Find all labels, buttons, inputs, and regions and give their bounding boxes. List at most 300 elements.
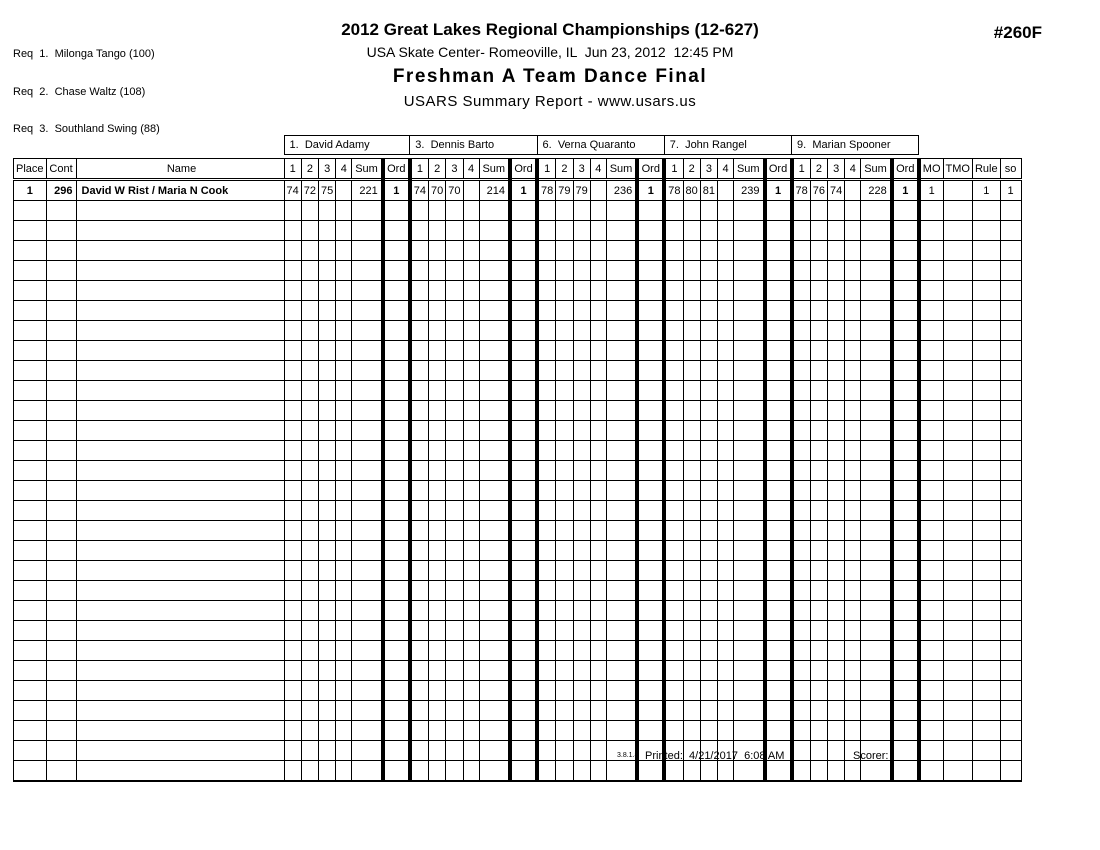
name-cell [76, 601, 284, 621]
mo-cell [919, 601, 943, 621]
ord-cell [892, 601, 919, 621]
score-cell [792, 421, 811, 441]
place-cell [14, 601, 47, 621]
championship-title: 2012 Great Lakes Regional Championships (12-627) [341, 20, 759, 39]
ord-cell [637, 321, 664, 341]
empty-row [14, 521, 1022, 541]
score-cell [845, 381, 861, 401]
col-header-tmo: TMO [943, 159, 972, 180]
score-cell [792, 441, 811, 461]
ord-cell [510, 741, 537, 761]
score-cell [319, 461, 336, 481]
score-cell [683, 261, 700, 281]
cont-cell [46, 201, 76, 221]
score-cell [828, 461, 845, 481]
score-cell [463, 681, 479, 701]
name-cell [76, 281, 284, 301]
score-cell [301, 501, 318, 521]
column-header-row [14, 159, 1022, 180]
score-cell [556, 701, 573, 721]
col-header-1: 1 [792, 159, 811, 180]
score-cell [556, 341, 573, 361]
cont-cell [46, 761, 76, 782]
score-cell [319, 381, 336, 401]
rule-cell [972, 741, 1000, 761]
empty-row [14, 481, 1022, 501]
sum-cell [352, 301, 383, 321]
score-cell [410, 641, 429, 661]
empty-row [14, 661, 1022, 681]
name-cell [76, 221, 284, 241]
ord-cell [765, 681, 792, 701]
score-cell [301, 421, 318, 441]
score-cell [556, 501, 573, 521]
score-cell [336, 241, 352, 261]
score-cell [301, 681, 318, 701]
ord-cell [765, 401, 792, 421]
ord-cell [765, 581, 792, 601]
score-cell [429, 721, 446, 741]
score-cell [683, 521, 700, 541]
sum-cell [734, 581, 765, 601]
score-cell [718, 281, 734, 301]
score-cell [284, 661, 301, 681]
score-cell [336, 661, 352, 681]
score-cell [284, 301, 301, 321]
ord-cell [510, 281, 537, 301]
score-cell [664, 681, 683, 701]
score-cell: 79 [573, 180, 590, 201]
score-cell [410, 581, 429, 601]
mo-cell [919, 341, 943, 361]
sum-cell [352, 681, 383, 701]
ord-cell [510, 501, 537, 521]
score-cell [573, 621, 590, 641]
ord-cell [637, 401, 664, 421]
place-cell [14, 481, 47, 501]
sum-cell [861, 281, 892, 301]
score-cell [319, 701, 336, 721]
ord-cell [765, 461, 792, 481]
score-cell [537, 661, 556, 681]
score-cell [664, 721, 683, 741]
so-cell [1000, 721, 1021, 741]
score-cell [556, 401, 573, 421]
col-header-2: 2 [556, 159, 573, 180]
score-cell [463, 341, 479, 361]
ord-cell [892, 581, 919, 601]
score-cell [537, 381, 556, 401]
sum-cell [606, 621, 637, 641]
score-cell [446, 601, 463, 621]
score-cell [410, 661, 429, 681]
score-cell [537, 541, 556, 561]
score-cell [573, 241, 590, 261]
ord-cell [383, 381, 410, 401]
score-cell [664, 441, 683, 461]
tmo-cell [943, 661, 972, 681]
score-cell [845, 541, 861, 561]
col-header-2: 2 [810, 159, 827, 180]
score-cell [700, 601, 717, 621]
ord-cell [637, 301, 664, 321]
ord-cell [383, 621, 410, 641]
score-cell [683, 581, 700, 601]
score-cell [429, 241, 446, 261]
col-header-2: 2 [429, 159, 446, 180]
ord-cell [765, 381, 792, 401]
tmo-cell [943, 741, 972, 761]
so-cell [1000, 621, 1021, 641]
ord-cell [510, 381, 537, 401]
cont-cell [46, 581, 76, 601]
score-cell: 78 [537, 180, 556, 201]
score-cell [446, 581, 463, 601]
score-cell [828, 601, 845, 621]
judge-name-header: 9. Marian Spooner [792, 136, 919, 155]
score-cell [700, 201, 717, 221]
sum-cell [606, 381, 637, 401]
ord-cell [383, 521, 410, 541]
so-cell [1000, 761, 1021, 782]
ord-cell [892, 281, 919, 301]
score-cell [590, 321, 606, 341]
score-cell [664, 241, 683, 261]
sum-cell [479, 681, 510, 701]
score-cell [446, 521, 463, 541]
score-cell [301, 641, 318, 661]
name-cell [76, 761, 284, 782]
sum-cell [734, 221, 765, 241]
score-cell [301, 221, 318, 241]
ord-cell [765, 621, 792, 641]
score-cell [792, 541, 811, 561]
score-cell [828, 521, 845, 541]
score-cell [446, 221, 463, 241]
score-cell [845, 321, 861, 341]
score-cell [463, 301, 479, 321]
score-cell [700, 501, 717, 521]
name-cell [76, 481, 284, 501]
rule-cell [972, 361, 1000, 381]
report-type-line: USARS Summary Report - www.usars.us [403, 93, 697, 110]
score-cell [319, 621, 336, 641]
name-cell [76, 641, 284, 661]
score-cell [590, 661, 606, 681]
score-cell [718, 201, 734, 221]
sum-cell [352, 441, 383, 461]
score-cell [429, 761, 446, 782]
score-cell [319, 561, 336, 581]
score-cell [683, 621, 700, 641]
score-cell [284, 501, 301, 521]
ord-cell [510, 301, 537, 321]
score-cell [664, 641, 683, 661]
ord-cell [637, 521, 664, 541]
score-cell [463, 541, 479, 561]
ord-cell [383, 201, 410, 221]
score-cell [573, 541, 590, 561]
score-cell [301, 541, 318, 561]
ord-cell [892, 561, 919, 581]
score-cell [828, 741, 845, 761]
sum-cell [479, 241, 510, 261]
place-cell [14, 381, 47, 401]
score-cell [301, 361, 318, 381]
sum-cell [479, 621, 510, 641]
score-cell [336, 701, 352, 721]
ord-cell [383, 301, 410, 321]
score-cell [664, 401, 683, 421]
mo-cell [919, 581, 943, 601]
score-cell [590, 241, 606, 261]
score-cell [792, 581, 811, 601]
score-cell [828, 701, 845, 721]
score-cell [700, 241, 717, 261]
empty-row [14, 561, 1022, 581]
score-cell [537, 301, 556, 321]
score-cell [319, 581, 336, 601]
rule-cell [972, 261, 1000, 281]
score-cell [664, 621, 683, 641]
score-cell [537, 641, 556, 661]
score-cell [845, 581, 861, 601]
score-cell [828, 261, 845, 281]
ord-cell [510, 341, 537, 361]
score-cell [301, 461, 318, 481]
sum-cell [479, 281, 510, 301]
sum-cell [861, 221, 892, 241]
score-cell [556, 481, 573, 501]
ord-cell [892, 641, 919, 661]
sum-cell [352, 541, 383, 561]
score-cell: 74 [828, 180, 845, 201]
cont-cell [46, 701, 76, 721]
sum-cell [606, 461, 637, 481]
score-cell [792, 561, 811, 581]
name-cell [76, 201, 284, 221]
sum-cell [352, 401, 383, 421]
ord-cell [383, 681, 410, 701]
score-cell: 76 [810, 180, 827, 201]
score-cell [664, 341, 683, 361]
score-cell [429, 641, 446, 661]
sum-cell [861, 241, 892, 261]
ord-cell [383, 461, 410, 481]
col-header-name: Name [76, 159, 284, 180]
col-header-rule: Rule [972, 159, 1000, 180]
score-cell [446, 681, 463, 701]
sum-cell [861, 361, 892, 381]
score-cell [429, 541, 446, 561]
sum-cell [734, 441, 765, 461]
score-cell [319, 241, 336, 261]
rule-cell [972, 201, 1000, 221]
software-version: 3.8.1.8 [617, 752, 639, 759]
col-header-so: so [1000, 159, 1021, 180]
score-cell [700, 481, 717, 501]
score-cell [429, 701, 446, 721]
sum-cell [606, 601, 637, 621]
score-cell [683, 341, 700, 361]
score-cell [319, 361, 336, 381]
score-cell [845, 521, 861, 541]
score-cell [336, 261, 352, 281]
score-cell [590, 421, 606, 441]
score-cell [301, 341, 318, 361]
ord-cell: 1 [510, 180, 537, 201]
score-cell [410, 521, 429, 541]
score-cell [828, 221, 845, 241]
ord-cell [510, 641, 537, 661]
empty-row [14, 541, 1022, 561]
score-cell [683, 481, 700, 501]
sum-cell [734, 421, 765, 441]
place-cell [14, 201, 47, 221]
score-cell [284, 281, 301, 301]
score-cell [301, 201, 318, 221]
sum-cell [734, 621, 765, 641]
score-cell [463, 721, 479, 741]
ord-cell: 1 [765, 180, 792, 201]
score-cell [463, 221, 479, 241]
score-cell [573, 661, 590, 681]
score-cell [336, 741, 352, 761]
score-cell [683, 641, 700, 661]
score-cell [336, 361, 352, 381]
score-cell [700, 541, 717, 561]
score-cell [463, 661, 479, 681]
so-cell [1000, 681, 1021, 701]
score-cell [664, 581, 683, 601]
mo-cell [919, 381, 943, 401]
ord-cell [892, 201, 919, 221]
so-cell [1000, 261, 1021, 281]
score-cell [319, 261, 336, 281]
score-cell [573, 761, 590, 782]
score-cell [845, 241, 861, 261]
sum-cell [479, 381, 510, 401]
score-cell [792, 681, 811, 701]
name-cell [76, 241, 284, 261]
score-cell [590, 761, 606, 782]
ord-cell [637, 621, 664, 641]
so-cell [1000, 541, 1021, 561]
sum-cell [734, 501, 765, 521]
score-cell [845, 601, 861, 621]
sum-cell [861, 441, 892, 461]
ord-cell [765, 521, 792, 541]
col-header-mo: MO [919, 159, 943, 180]
score-cell [556, 201, 573, 221]
score-cell [319, 661, 336, 681]
sum-cell [861, 701, 892, 721]
score-cell [463, 261, 479, 281]
col-header-sum: Sum [352, 159, 383, 180]
col-header-3: 3 [319, 159, 336, 180]
sum-cell [352, 221, 383, 241]
score-cell: 70 [446, 180, 463, 201]
so-cell [1000, 441, 1021, 461]
score-cell [463, 521, 479, 541]
score-cell [590, 441, 606, 461]
ord-cell [510, 721, 537, 741]
score-cell [301, 721, 318, 741]
score-cell [537, 461, 556, 481]
score-cell [446, 381, 463, 401]
ord-cell [383, 741, 410, 761]
sum-cell [352, 501, 383, 521]
score-cell [828, 661, 845, 681]
sum-cell [479, 321, 510, 341]
score-cell [463, 601, 479, 621]
score-cell [336, 201, 352, 221]
score-cell [810, 381, 827, 401]
sum-cell [606, 481, 637, 501]
sum-cell [352, 341, 383, 361]
score-cell [573, 201, 590, 221]
sum-cell [606, 761, 637, 782]
score-cell [700, 281, 717, 301]
so-cell [1000, 341, 1021, 361]
score-cell [319, 301, 336, 321]
score-cell [828, 721, 845, 741]
col-header-4: 4 [718, 159, 734, 180]
score-cell [463, 381, 479, 401]
score-cell [590, 501, 606, 521]
score-cell [718, 221, 734, 241]
tmo-cell [943, 541, 972, 561]
sum-cell [861, 201, 892, 221]
ord-cell [510, 481, 537, 501]
score-cell [336, 421, 352, 441]
ord-cell [892, 661, 919, 681]
score-cell [792, 721, 811, 741]
ord-cell [510, 261, 537, 281]
score-cell [537, 201, 556, 221]
score-cell [537, 281, 556, 301]
score-cell [810, 761, 827, 782]
ord-cell [383, 441, 410, 461]
tmo-cell [943, 561, 972, 581]
score-cell [573, 721, 590, 741]
score-cell [463, 741, 479, 761]
score-cell [718, 621, 734, 641]
place-cell [14, 561, 47, 581]
sum-cell [479, 401, 510, 421]
ord-cell [765, 241, 792, 261]
sum-cell: 228 [861, 180, 892, 201]
ord-cell [510, 401, 537, 421]
score-cell [845, 301, 861, 321]
score-cell [718, 401, 734, 421]
sum-cell [352, 561, 383, 581]
score-cell [410, 261, 429, 281]
score-cell [537, 321, 556, 341]
score-cell [828, 241, 845, 261]
col-header-ord: Ord [383, 159, 410, 180]
score-cell [573, 261, 590, 281]
score-cell [828, 481, 845, 501]
score-cell [463, 501, 479, 521]
score-cell [718, 761, 734, 782]
sum-cell [352, 261, 383, 281]
sum-cell [861, 761, 892, 782]
score-cell [792, 501, 811, 521]
score-cell [810, 601, 827, 621]
score-cell [845, 661, 861, 681]
score-cell [410, 281, 429, 301]
